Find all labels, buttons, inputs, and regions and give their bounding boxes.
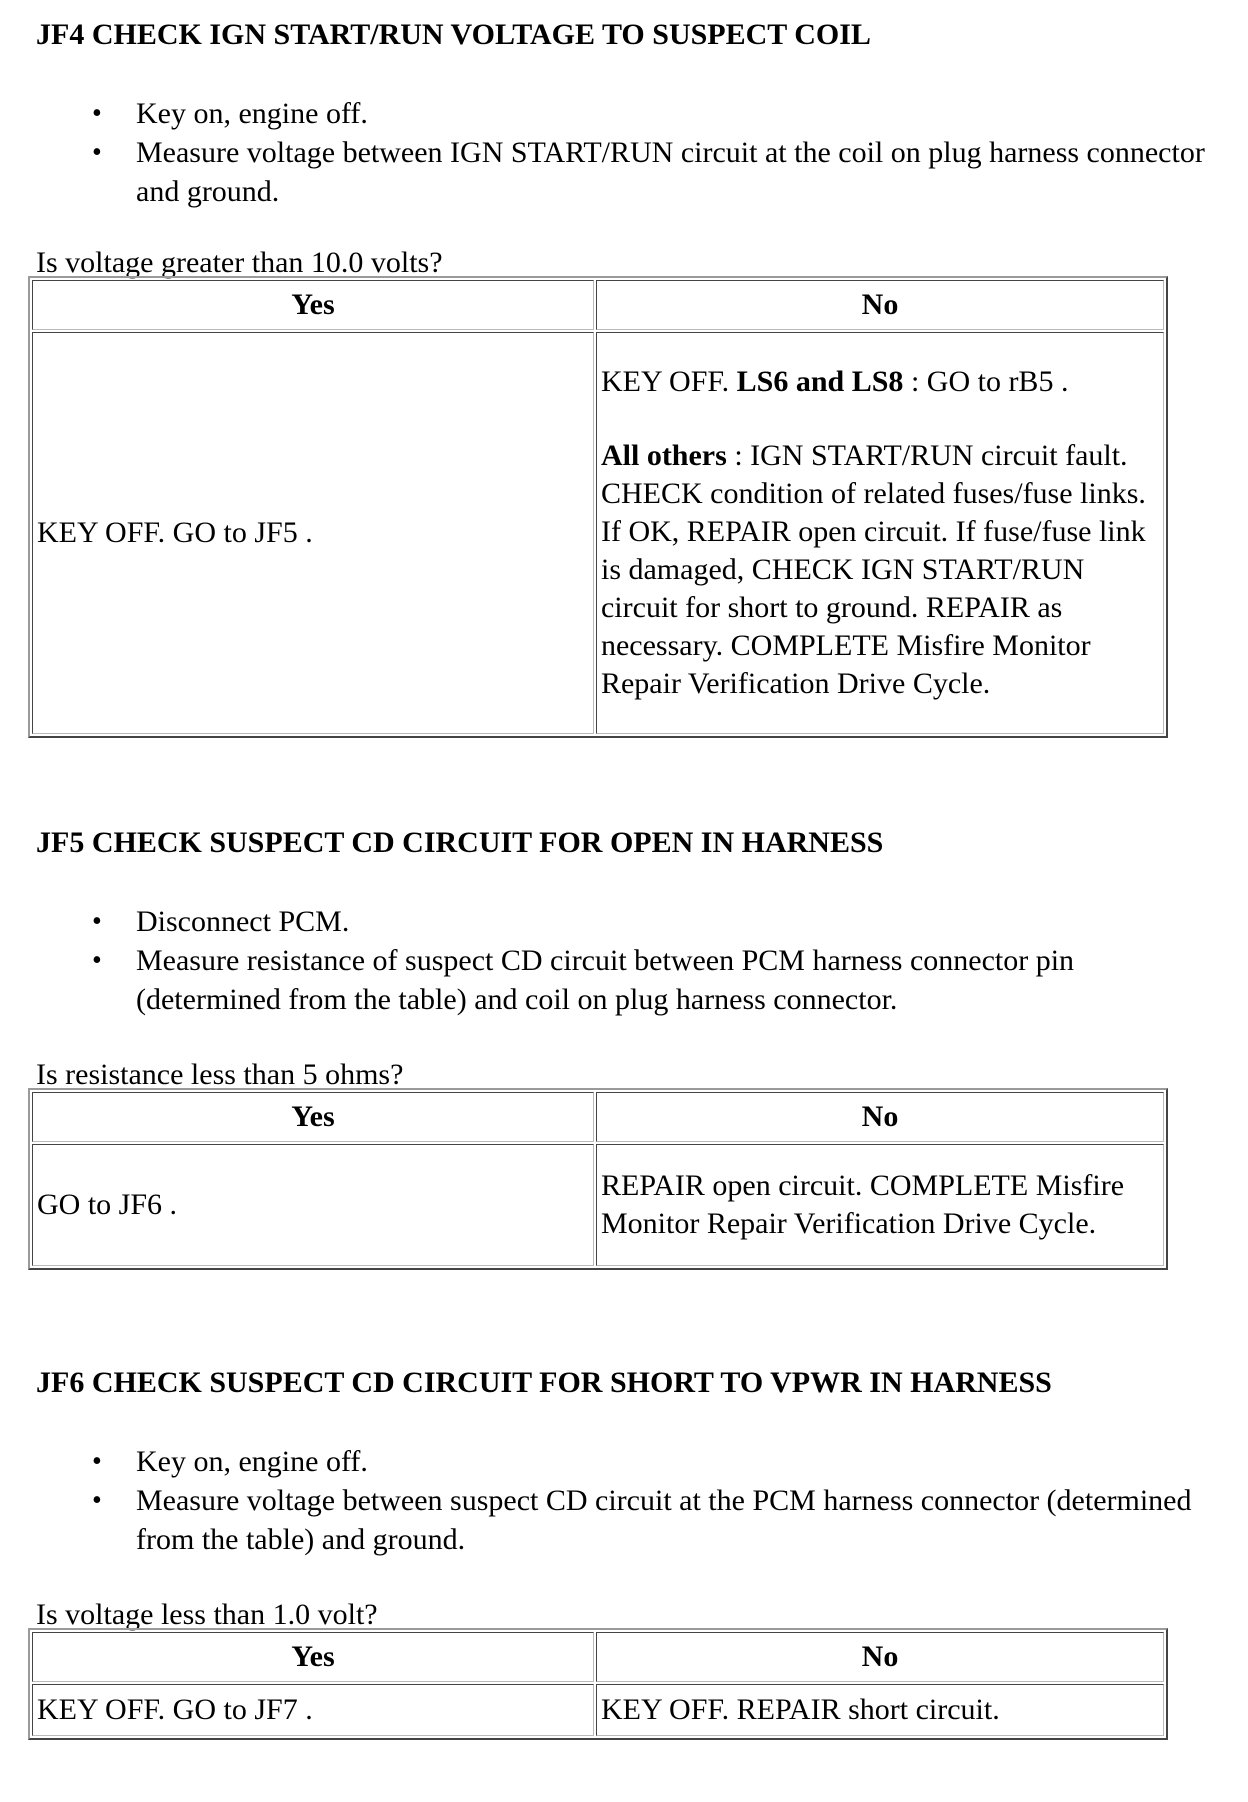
question-text: Is voltage less than 1.0 volt? [36, 1598, 378, 1631]
table-header-row [32, 1092, 1164, 1142]
table-row [32, 1684, 1164, 1736]
list-item: • Measure resistance of suspect CD circuit between PCM harness connector pin (determined from the table) and coil on plug harness connector. [36, 941, 1206, 1019]
no-cell: KEY OFF. REPAIR short circuit. [596, 1684, 1164, 1736]
yes-no-table [28, 276, 1168, 738]
step-jf6 [36, 1366, 1192, 1726]
no-header: No [596, 280, 1164, 330]
list-item: • Disconnect PCM. [36, 902, 1206, 941]
instruction-list [36, 94, 1206, 211]
step-title: JF5 CHECK SUSPECT CD CIRCUIT FOR OPEN IN HARNESS [36, 826, 884, 859]
no-cell: REPAIR open circuit. COMPLETE Misfire Monitor Repair Verification Drive Cycle. [596, 1144, 1164, 1266]
yes-header: Yes [32, 1092, 594, 1142]
text-span: : IGN START/RUN circuit fault. CHECK condition of related fuses/fuse links. If OK, REPAIR open circuit. If fuse/fuse link is damaged, CHECK IGN START/RUN circuit for short to ground. REPAIR as necessary. COMPLETE Misfire Monitor Repair Verification Drive Cycle. [600, 439, 1146, 700]
table-header-row [32, 280, 1164, 330]
list-item: • Key on, engine off. [36, 94, 1206, 133]
question-text: Is voltage greater than 10.0 volts? [36, 246, 443, 279]
engine-variant-label: All others [600, 439, 727, 472]
yes-cell: GO to JF6 . [32, 1144, 594, 1266]
step-jf4 [36, 18, 1205, 700]
instruction-list [36, 902, 1206, 1019]
engine-variant-label: LS6 and LS8 [736, 365, 904, 398]
no-cell-line-2 [601, 437, 1159, 703]
question-text: Is resistance less than 5 ohms? [36, 1058, 404, 1091]
list-item: • Measure voltage between IGN START/RUN circuit at the coil on plug harness connector and ground. [36, 133, 1206, 211]
step-title: JF4 CHECK IGN START/RUN VOLTAGE TO SUSPECT COIL [36, 18, 871, 51]
no-header: No [596, 1632, 1164, 1682]
no-cell-line-1 [601, 363, 1159, 401]
yes-no-table [28, 1088, 1168, 1270]
text-span: KEY OFF. [600, 365, 737, 398]
step-title: JF6 CHECK SUSPECT CD CIRCUIT FOR SHORT TO VPWR IN HARNESS [36, 1366, 1052, 1399]
list-item: • Measure voltage between suspect CD circuit at the PCM harness connector (determined from the table) and ground. [36, 1481, 1206, 1559]
step-jf5 [36, 826, 1176, 1240]
table-header-row [32, 1632, 1164, 1682]
yes-header: Yes [32, 280, 594, 330]
yes-cell: KEY OFF. GO to JF7 . [32, 1684, 594, 1736]
list-item: • Key on, engine off. [36, 1442, 1206, 1481]
yes-cell: KEY OFF. GO to JF5 . [32, 332, 594, 734]
no-cell [596, 332, 1164, 734]
yes-no-table [28, 1628, 1168, 1740]
yes-header: Yes [32, 1632, 594, 1682]
table-row [32, 1144, 1164, 1266]
no-header: No [596, 1092, 1164, 1142]
instruction-list [36, 1442, 1206, 1559]
table-row [32, 332, 1164, 734]
text-span: : GO to rB5 . [903, 365, 1069, 398]
